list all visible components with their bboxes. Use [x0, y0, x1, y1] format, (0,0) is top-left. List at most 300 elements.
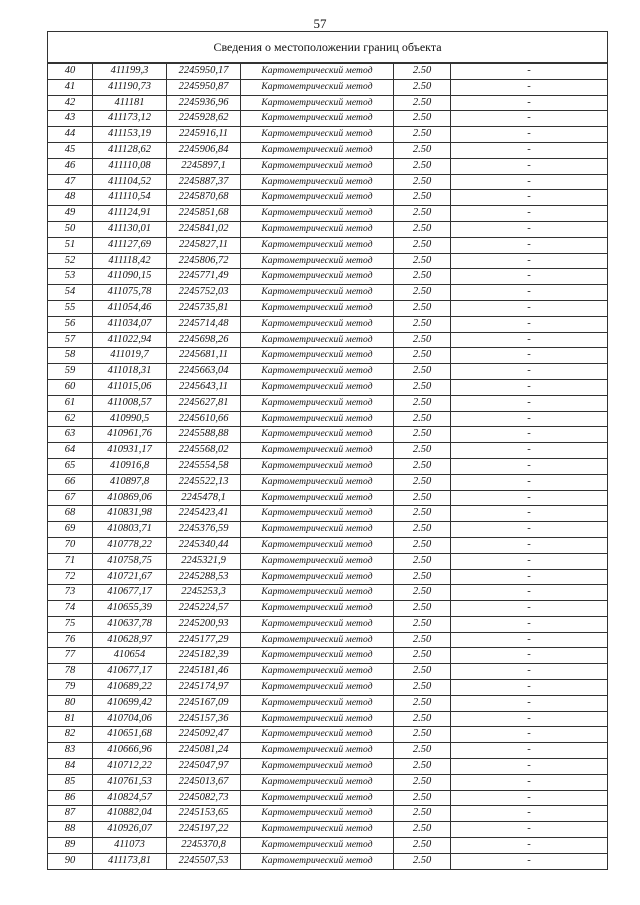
x-coordinate-cell: 410677,17 — [93, 664, 167, 680]
y-coordinate-cell: 2245950,17 — [167, 63, 241, 79]
x-coordinate-cell: 411022,94 — [93, 332, 167, 348]
accuracy-cell: 2.50 — [394, 221, 451, 237]
method-cell: Картометрический метод — [241, 237, 394, 253]
table-row — [48, 174, 608, 190]
method-cell: Картометрический метод — [241, 206, 394, 222]
method-cell: Картометрический метод — [241, 300, 394, 316]
note-cell: - — [451, 379, 608, 395]
x-coordinate-cell: 410869,06 — [93, 490, 167, 506]
point-number-cell: 76 — [48, 632, 93, 648]
method-cell: Картометрический метод — [241, 680, 394, 696]
y-coordinate-cell: 2245950,87 — [167, 79, 241, 95]
point-number-cell: 48 — [48, 190, 93, 206]
accuracy-cell: 2.50 — [394, 269, 451, 285]
x-coordinate-cell: 410721,67 — [93, 569, 167, 585]
note-cell: - — [451, 237, 608, 253]
x-coordinate-cell: 410677,17 — [93, 585, 167, 601]
method-cell: Картометрический метод — [241, 664, 394, 680]
method-cell: Картометрический метод — [241, 474, 394, 490]
note-cell: - — [451, 269, 608, 285]
y-coordinate-cell: 2245568,02 — [167, 443, 241, 459]
point-number-cell: 62 — [48, 411, 93, 427]
x-coordinate-cell: 410699,42 — [93, 695, 167, 711]
point-number-cell: 72 — [48, 569, 93, 585]
x-coordinate-cell: 410666,96 — [93, 743, 167, 759]
point-number-cell: 90 — [48, 853, 93, 869]
y-coordinate-cell: 2245092,47 — [167, 727, 241, 743]
accuracy-cell: 2.50 — [394, 806, 451, 822]
y-coordinate-cell: 2245887,37 — [167, 174, 241, 190]
method-cell: Картометрический метод — [241, 253, 394, 269]
x-coordinate-cell: 411130,01 — [93, 221, 167, 237]
note-cell: - — [451, 585, 608, 601]
note-cell: - — [451, 790, 608, 806]
x-coordinate-cell: 411019,7 — [93, 348, 167, 364]
y-coordinate-cell: 2245167,09 — [167, 695, 241, 711]
accuracy-cell: 2.50 — [394, 427, 451, 443]
point-number-cell: 51 — [48, 237, 93, 253]
method-cell: Картометрический метод — [241, 711, 394, 727]
method-cell: Картометрический метод — [241, 727, 394, 743]
note-cell: - — [451, 158, 608, 174]
table-row — [48, 648, 608, 664]
accuracy-cell: 2.50 — [394, 632, 451, 648]
point-number-cell: 80 — [48, 695, 93, 711]
table-row — [48, 711, 608, 727]
y-coordinate-cell: 2245806,72 — [167, 253, 241, 269]
coordinates-table — [47, 31, 608, 870]
y-coordinate-cell: 2245610,66 — [167, 411, 241, 427]
x-coordinate-cell: 410778,22 — [93, 537, 167, 553]
x-coordinate-cell: 410628,97 — [93, 632, 167, 648]
x-coordinate-cell: 410712,22 — [93, 759, 167, 775]
y-coordinate-cell: 2245047,97 — [167, 759, 241, 775]
accuracy-cell: 2.50 — [394, 142, 451, 158]
table-row — [48, 127, 608, 143]
x-coordinate-cell: 411173,81 — [93, 853, 167, 869]
point-number-cell: 54 — [48, 285, 93, 301]
x-coordinate-cell: 411173,12 — [93, 111, 167, 127]
table-row — [48, 411, 608, 427]
accuracy-cell: 2.50 — [394, 743, 451, 759]
note-cell: - — [451, 680, 608, 696]
note-cell: - — [451, 206, 608, 222]
accuracy-cell: 2.50 — [394, 601, 451, 617]
y-coordinate-cell: 2245681,11 — [167, 348, 241, 364]
y-coordinate-cell: 2245197,22 — [167, 822, 241, 838]
method-cell: Картометрический метод — [241, 806, 394, 822]
accuracy-cell: 2.50 — [394, 711, 451, 727]
point-number-cell: 70 — [48, 537, 93, 553]
method-cell: Картометрический метод — [241, 743, 394, 759]
note-cell: - — [451, 395, 608, 411]
point-number-cell: 59 — [48, 364, 93, 380]
point-number-cell: 40 — [48, 63, 93, 79]
accuracy-cell: 2.50 — [394, 822, 451, 838]
accuracy-cell: 2.50 — [394, 790, 451, 806]
table-row — [48, 806, 608, 822]
table-row — [48, 458, 608, 474]
y-coordinate-cell: 2245936,96 — [167, 95, 241, 111]
method-cell: Картометрический метод — [241, 490, 394, 506]
note-cell: - — [451, 711, 608, 727]
point-number-cell: 85 — [48, 774, 93, 790]
point-number-cell: 65 — [48, 458, 93, 474]
table-row — [48, 727, 608, 743]
x-coordinate-cell: 410831,98 — [93, 506, 167, 522]
y-coordinate-cell: 2245340,44 — [167, 537, 241, 553]
table-row — [48, 695, 608, 711]
note-cell: - — [451, 838, 608, 854]
note-cell: - — [451, 300, 608, 316]
x-coordinate-cell: 410926,07 — [93, 822, 167, 838]
point-number-cell: 50 — [48, 221, 93, 237]
point-number-cell: 75 — [48, 616, 93, 632]
table-row — [48, 348, 608, 364]
note-cell: - — [451, 537, 608, 553]
x-coordinate-cell: 411090,15 — [93, 269, 167, 285]
method-cell: Картометрический метод — [241, 79, 394, 95]
point-number-cell: 82 — [48, 727, 93, 743]
note-cell: - — [451, 601, 608, 617]
table-row — [48, 822, 608, 838]
y-coordinate-cell: 2245082,73 — [167, 790, 241, 806]
note-cell: - — [451, 743, 608, 759]
point-number-cell: 74 — [48, 601, 93, 617]
note-cell: - — [451, 853, 608, 869]
y-coordinate-cell: 2245153,65 — [167, 806, 241, 822]
note-cell: - — [451, 490, 608, 506]
method-cell: Картометрический метод — [241, 632, 394, 648]
table-row — [48, 474, 608, 490]
table-row — [48, 79, 608, 95]
note-cell: - — [451, 806, 608, 822]
x-coordinate-cell: 411034,07 — [93, 316, 167, 332]
page-number: 57 — [313, 16, 327, 31]
accuracy-cell: 2.50 — [394, 664, 451, 680]
note-cell: - — [451, 348, 608, 364]
method-cell: Картометрический метод — [241, 142, 394, 158]
y-coordinate-cell: 2245735,81 — [167, 300, 241, 316]
point-number-cell: 58 — [48, 348, 93, 364]
accuracy-cell: 2.50 — [394, 585, 451, 601]
method-cell: Картометрический метод — [241, 269, 394, 285]
y-coordinate-cell: 2245423,41 — [167, 506, 241, 522]
method-cell: Картометрический метод — [241, 506, 394, 522]
y-coordinate-cell: 2245627,81 — [167, 395, 241, 411]
point-number-cell: 61 — [48, 395, 93, 411]
x-coordinate-cell: 410897,8 — [93, 474, 167, 490]
note-cell: - — [451, 506, 608, 522]
note-cell: - — [451, 95, 608, 111]
table-row — [48, 569, 608, 585]
note-cell: - — [451, 364, 608, 380]
point-number-cell: 86 — [48, 790, 93, 806]
y-coordinate-cell: 2245081,24 — [167, 743, 241, 759]
accuracy-cell: 2.50 — [394, 695, 451, 711]
note-cell: - — [451, 174, 608, 190]
method-cell: Картометрический метод — [241, 601, 394, 617]
point-number-cell: 44 — [48, 127, 93, 143]
note-cell: - — [451, 221, 608, 237]
y-coordinate-cell: 2245157,36 — [167, 711, 241, 727]
x-coordinate-cell: 410761,53 — [93, 774, 167, 790]
method-cell: Картометрический метод — [241, 695, 394, 711]
accuracy-cell: 2.50 — [394, 522, 451, 538]
method-cell: Картометрический метод — [241, 569, 394, 585]
table-row — [48, 616, 608, 632]
accuracy-cell: 2.50 — [394, 838, 451, 854]
y-coordinate-cell: 2245916,11 — [167, 127, 241, 143]
note-cell: - — [451, 553, 608, 569]
point-number-cell: 56 — [48, 316, 93, 332]
accuracy-cell: 2.50 — [394, 79, 451, 95]
point-number-cell: 66 — [48, 474, 93, 490]
x-coordinate-cell: 411008,57 — [93, 395, 167, 411]
y-coordinate-cell: 2245897,1 — [167, 158, 241, 174]
method-cell: Картометрический метод — [241, 585, 394, 601]
accuracy-cell: 2.50 — [394, 300, 451, 316]
point-number-cell: 43 — [48, 111, 93, 127]
method-cell: Картометрический метод — [241, 648, 394, 664]
accuracy-cell: 2.50 — [394, 111, 451, 127]
point-number-cell: 57 — [48, 332, 93, 348]
point-number-cell: 63 — [48, 427, 93, 443]
table-row — [48, 490, 608, 506]
table-row — [48, 790, 608, 806]
point-number-cell: 46 — [48, 158, 93, 174]
x-coordinate-cell: 410758,75 — [93, 553, 167, 569]
y-coordinate-cell: 2245253,3 — [167, 585, 241, 601]
accuracy-cell: 2.50 — [394, 853, 451, 869]
table-row — [48, 316, 608, 332]
accuracy-cell: 2.50 — [394, 537, 451, 553]
accuracy-cell: 2.50 — [394, 759, 451, 775]
point-number-cell: 67 — [48, 490, 93, 506]
table-row — [48, 158, 608, 174]
note-cell: - — [451, 253, 608, 269]
method-cell: Картометрический метод — [241, 537, 394, 553]
accuracy-cell: 2.50 — [394, 237, 451, 253]
accuracy-cell: 2.50 — [394, 63, 451, 79]
note-cell: - — [451, 79, 608, 95]
x-coordinate-cell: 410654 — [93, 648, 167, 664]
accuracy-cell: 2.50 — [394, 553, 451, 569]
method-cell: Картометрический метод — [241, 332, 394, 348]
y-coordinate-cell: 2245478,1 — [167, 490, 241, 506]
accuracy-cell: 2.50 — [394, 253, 451, 269]
table-row — [48, 601, 608, 617]
x-coordinate-cell: 410916,8 — [93, 458, 167, 474]
accuracy-cell: 2.50 — [394, 174, 451, 190]
x-coordinate-cell: 410704,06 — [93, 711, 167, 727]
method-cell: Картометрический метод — [241, 190, 394, 206]
point-number-cell: 83 — [48, 743, 93, 759]
table-row — [48, 759, 608, 775]
point-number-cell: 53 — [48, 269, 93, 285]
table-row — [48, 443, 608, 459]
table-row — [48, 395, 608, 411]
accuracy-cell: 2.50 — [394, 474, 451, 490]
y-coordinate-cell: 2245870,68 — [167, 190, 241, 206]
x-coordinate-cell: 411128,62 — [93, 142, 167, 158]
point-number-cell: 71 — [48, 553, 93, 569]
y-coordinate-cell: 2245714,48 — [167, 316, 241, 332]
note-cell: - — [451, 695, 608, 711]
accuracy-cell: 2.50 — [394, 158, 451, 174]
point-number-cell: 55 — [48, 300, 93, 316]
y-coordinate-cell: 2245200,93 — [167, 616, 241, 632]
x-coordinate-cell: 411153,19 — [93, 127, 167, 143]
point-number-cell: 69 — [48, 522, 93, 538]
accuracy-cell: 2.50 — [394, 680, 451, 696]
x-coordinate-cell: 411104,52 — [93, 174, 167, 190]
table-row — [48, 379, 608, 395]
accuracy-cell: 2.50 — [394, 348, 451, 364]
accuracy-cell: 2.50 — [394, 316, 451, 332]
point-number-cell: 60 — [48, 379, 93, 395]
table-row — [48, 506, 608, 522]
y-coordinate-cell: 2245224,57 — [167, 601, 241, 617]
point-number-cell: 88 — [48, 822, 93, 838]
table-row — [48, 632, 608, 648]
accuracy-cell: 2.50 — [394, 364, 451, 380]
table-row — [48, 427, 608, 443]
note-cell: - — [451, 822, 608, 838]
x-coordinate-cell: 411110,54 — [93, 190, 167, 206]
accuracy-cell: 2.50 — [394, 648, 451, 664]
method-cell: Картометрический метод — [241, 616, 394, 632]
method-cell: Картометрический метод — [241, 790, 394, 806]
method-cell: Картометрический метод — [241, 522, 394, 538]
method-cell: Картометрический метод — [241, 395, 394, 411]
accuracy-cell: 2.50 — [394, 458, 451, 474]
x-coordinate-cell: 410882,04 — [93, 806, 167, 822]
y-coordinate-cell: 2245752,03 — [167, 285, 241, 301]
y-coordinate-cell: 2245507,53 — [167, 853, 241, 869]
accuracy-cell: 2.50 — [394, 95, 451, 111]
table-row — [48, 269, 608, 285]
note-cell: - — [451, 664, 608, 680]
method-cell: Картометрический метод — [241, 95, 394, 111]
point-number-cell: 84 — [48, 759, 93, 775]
accuracy-cell: 2.50 — [394, 774, 451, 790]
method-cell: Картометрический метод — [241, 411, 394, 427]
point-number-cell: 49 — [48, 206, 93, 222]
table-row — [48, 537, 608, 553]
method-cell: Картометрический метод — [241, 316, 394, 332]
accuracy-cell: 2.50 — [394, 411, 451, 427]
table-row — [48, 285, 608, 301]
point-number-cell: 81 — [48, 711, 93, 727]
accuracy-cell: 2.50 — [394, 443, 451, 459]
x-coordinate-cell: 410655,39 — [93, 601, 167, 617]
y-coordinate-cell: 2245698,26 — [167, 332, 241, 348]
table-row — [48, 95, 608, 111]
accuracy-cell: 2.50 — [394, 206, 451, 222]
method-cell: Картометрический метод — [241, 379, 394, 395]
x-coordinate-cell: 411124,91 — [93, 206, 167, 222]
note-cell: - — [451, 616, 608, 632]
table-row — [48, 142, 608, 158]
note-cell: - — [451, 127, 608, 143]
y-coordinate-cell: 2245827,11 — [167, 237, 241, 253]
point-number-cell: 87 — [48, 806, 93, 822]
method-cell: Картометрический метод — [241, 427, 394, 443]
table-row — [48, 63, 608, 79]
table-row — [48, 585, 608, 601]
method-cell: Картометрический метод — [241, 63, 394, 79]
x-coordinate-cell: 410651,68 — [93, 727, 167, 743]
note-cell: - — [451, 648, 608, 664]
y-coordinate-cell: 2245851,68 — [167, 206, 241, 222]
method-cell: Картометрический метод — [241, 774, 394, 790]
method-cell: Картометрический метод — [241, 158, 394, 174]
accuracy-cell: 2.50 — [394, 616, 451, 632]
y-coordinate-cell: 2245288,53 — [167, 569, 241, 585]
note-cell: - — [451, 142, 608, 158]
note-cell: - — [451, 285, 608, 301]
table-row — [48, 221, 608, 237]
y-coordinate-cell: 2245321,9 — [167, 553, 241, 569]
note-cell: - — [451, 411, 608, 427]
note-cell: - — [451, 63, 608, 79]
table-row — [48, 190, 608, 206]
method-cell: Картометрический метод — [241, 174, 394, 190]
x-coordinate-cell: 410824,57 — [93, 790, 167, 806]
note-cell: - — [451, 332, 608, 348]
note-cell: - — [451, 632, 608, 648]
point-number-cell: 64 — [48, 443, 93, 459]
note-cell: - — [451, 190, 608, 206]
y-coordinate-cell: 2245181,46 — [167, 664, 241, 680]
table-row — [48, 364, 608, 380]
note-cell: - — [451, 727, 608, 743]
y-coordinate-cell: 2245376,59 — [167, 522, 241, 538]
table-row — [48, 253, 608, 269]
method-cell: Картометрический метод — [241, 853, 394, 869]
x-coordinate-cell: 411015,06 — [93, 379, 167, 395]
method-cell: Картометрический метод — [241, 759, 394, 775]
x-coordinate-cell: 410689,22 — [93, 680, 167, 696]
y-coordinate-cell: 2245928,62 — [167, 111, 241, 127]
table-row — [48, 553, 608, 569]
accuracy-cell: 2.50 — [394, 490, 451, 506]
point-number-cell: 79 — [48, 680, 93, 696]
table-row — [48, 332, 608, 348]
y-coordinate-cell: 2245522,13 — [167, 474, 241, 490]
method-cell: Картометрический метод — [241, 822, 394, 838]
note-cell: - — [451, 427, 608, 443]
table-row — [48, 206, 608, 222]
x-coordinate-cell: 411190,73 — [93, 79, 167, 95]
y-coordinate-cell: 2245370,8 — [167, 838, 241, 854]
point-number-cell: 68 — [48, 506, 93, 522]
point-number-cell: 42 — [48, 95, 93, 111]
note-cell: - — [451, 569, 608, 585]
table-row — [48, 853, 608, 869]
table-row — [48, 522, 608, 538]
note-cell: - — [451, 474, 608, 490]
x-coordinate-cell: 411181 — [93, 95, 167, 111]
method-cell: Картометрический метод — [241, 443, 394, 459]
method-cell: Картометрический метод — [241, 458, 394, 474]
point-number-cell: 41 — [48, 79, 93, 95]
point-number-cell: 52 — [48, 253, 93, 269]
method-cell: Картометрический метод — [241, 838, 394, 854]
x-coordinate-cell: 411054,46 — [93, 300, 167, 316]
table-row — [48, 774, 608, 790]
